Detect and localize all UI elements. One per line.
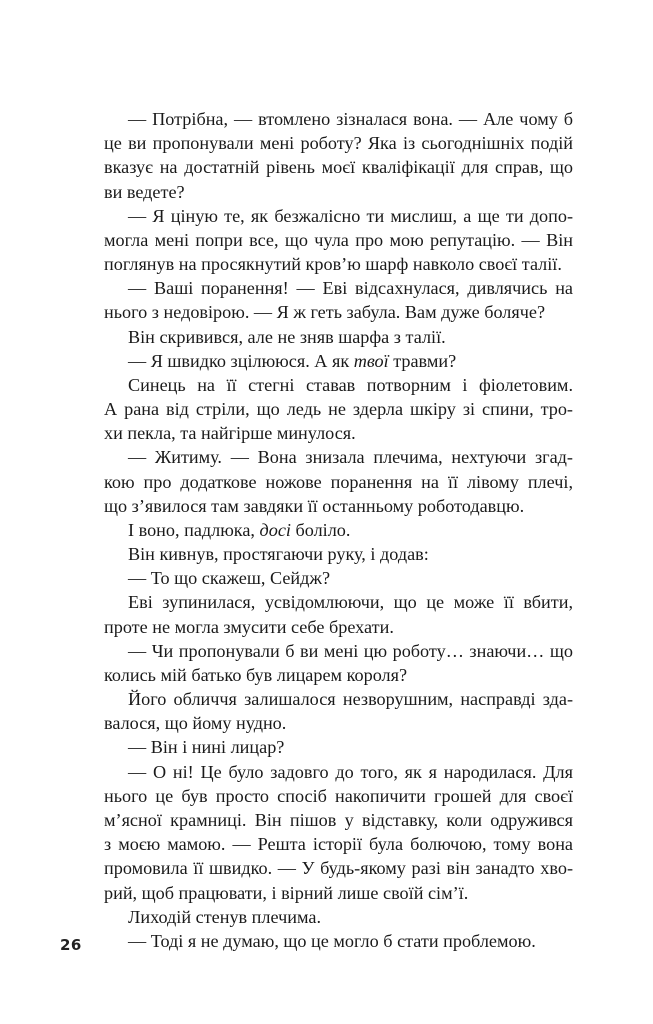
italic-emphasis: досі bbox=[259, 519, 291, 540]
text-line: ви ведете? bbox=[104, 181, 185, 202]
text-line: поглянув на просякнутий кров’ю шарф навколо своєї талії. bbox=[104, 254, 562, 275]
text-line: нього це був просто спосіб накопичити грошей для своєї bbox=[104, 785, 573, 806]
text-segment: І воно, падлюка, bbox=[128, 519, 260, 540]
text-line: Він кивнув, простягаючи руку, і додав: bbox=[128, 544, 429, 565]
text-line bbox=[104, 349, 573, 373]
text-segment: боліло. bbox=[290, 519, 351, 540]
text-line: хи пекла, та найгірше минулося. bbox=[104, 423, 356, 444]
text-line: могла мені попри все, що чула про мою репутацію. — Він bbox=[104, 229, 573, 250]
italic-emphasis: твої bbox=[353, 350, 389, 371]
page-number: 26 bbox=[60, 936, 82, 954]
body-text bbox=[104, 107, 573, 953]
text-line: — Він і нині лицар? bbox=[128, 737, 285, 758]
text-line: Еві зупинилася, усвідомлюючи, що це може її вбити, bbox=[128, 592, 573, 613]
text-line: з моєю мамою. — Решта історії була болючою, тому вона bbox=[104, 834, 573, 855]
text-line: кою про додаткове ножове поранення на її лівому плечі, bbox=[104, 471, 573, 492]
text-line: валося, що йому нудно. bbox=[104, 713, 287, 734]
text-line: Його обличчя залишалося незворушним, насправді зда- bbox=[128, 689, 573, 710]
text-line: — Чи пропонували б ви мені цю роботу… знаючи… що bbox=[128, 640, 573, 661]
text-line: Лиходій стенув плечима. bbox=[128, 906, 321, 927]
text-line: — Ваші поранення! — Еві відсахнулася, дивлячись на bbox=[128, 278, 573, 299]
text-segment: — Я швидко зцілююся. А як bbox=[128, 350, 354, 371]
text-line: — Потрібна, — втомлено зізналася вона. — Але чому б bbox=[128, 109, 573, 129]
text-line: проте не могла змусити себе брехати. bbox=[104, 616, 394, 637]
text-line: м’ясної крамниці. Він пішов у відставку, коли одружився bbox=[104, 809, 573, 830]
text-line: А рана від стріли, що ледь не здерла шкіру зі спини, тро- bbox=[104, 399, 573, 420]
text-line: промовила її швидко. — У будь-якому разі він занадто хво- bbox=[104, 858, 573, 879]
text-line: Він скривився, але не зняв шарфа з талії. bbox=[128, 326, 446, 347]
text-line: — Я ціную те, як безжалісно ти мислиш, а ще ти допо- bbox=[128, 205, 573, 226]
text-line: що з’явилося там завдяки її останньому роботодавцю. bbox=[104, 495, 525, 516]
text-line: вказує на достатній рівень моєї кваліфікації для справ, що bbox=[104, 157, 573, 178]
text-line: — Тоді я не думаю, що це могло б стати проблемою. bbox=[128, 930, 536, 951]
text-segment: травми? bbox=[388, 350, 457, 371]
text-line: — Житиму. — Вона знизала плечима, нехтуючи згад- bbox=[128, 447, 573, 468]
text-line: — То що скажеш, Сейдж? bbox=[128, 568, 331, 589]
text-line: колись мій батько був лицарем короля? bbox=[104, 664, 408, 685]
text-line: рий, щоб працювати, і вірний лише своїй сім’ї. bbox=[104, 882, 469, 903]
text-line: це ви пропонували мені роботу? Яка із сьогоднішніх подій bbox=[104, 133, 573, 154]
text-line: — О ні! Це було задовго до того, як я народилася. Для bbox=[128, 761, 573, 782]
text-line: Синець на її стегні ставав потворним і фіолетовим. bbox=[128, 374, 573, 395]
text-line: нього з недовірою. — Я ж геть забула. Вам дуже боляче? bbox=[104, 302, 546, 323]
text-line bbox=[104, 518, 573, 542]
